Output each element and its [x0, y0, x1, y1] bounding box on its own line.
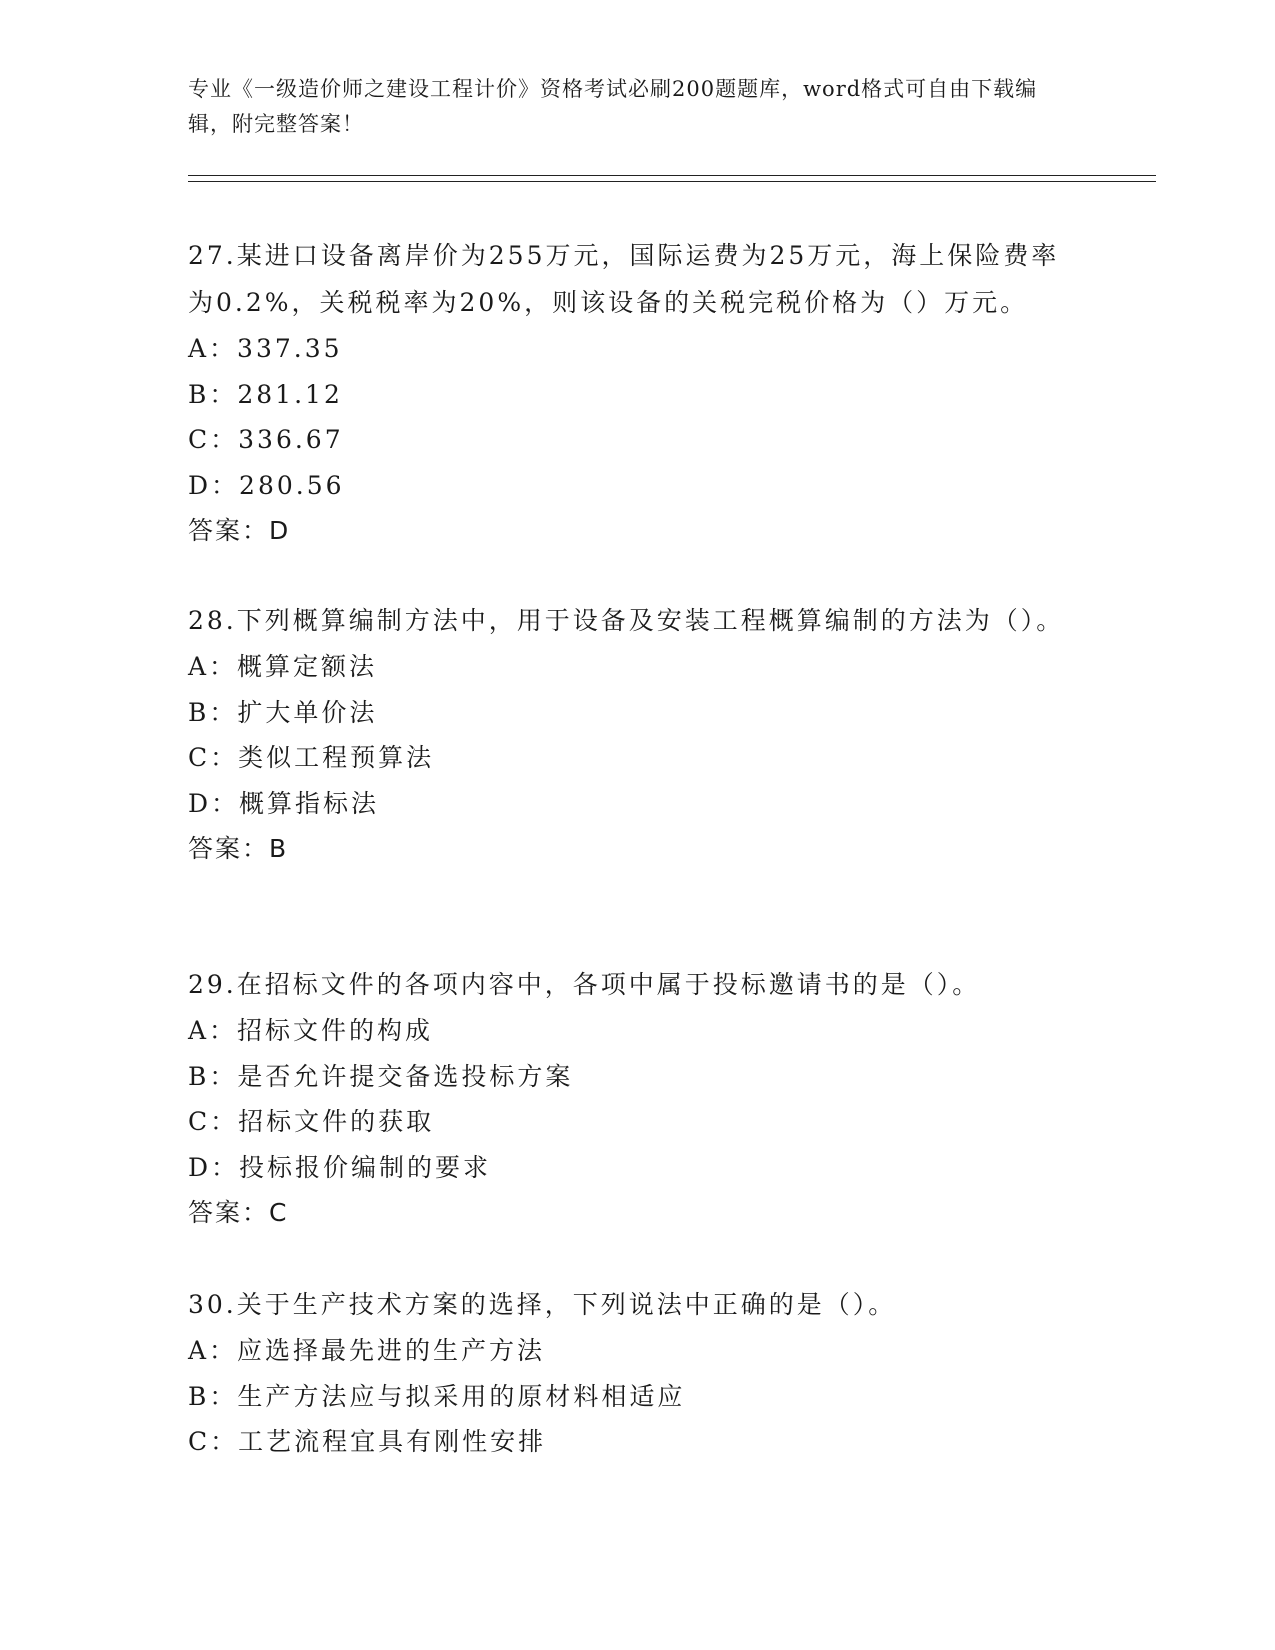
header-divider-bottom [188, 181, 1156, 182]
option-d: D：投标报价编制的要求 [188, 1152, 492, 1182]
question-28 [188, 597, 1068, 871]
header-divider-top [188, 175, 1156, 176]
question-stem: 28.下列概算编制方法中，用于设备及安装工程概算编制的方法为（）。 [188, 606, 1065, 635]
option-a: A：招标文件的构成 [188, 1016, 434, 1045]
option-b: B：生产方法应与拟采用的原材料相适应 [188, 1381, 686, 1411]
option-c: C：招标文件的获取 [188, 1107, 435, 1136]
option-c: C：336.67 [188, 425, 344, 454]
answer: 答案：B [188, 834, 289, 863]
option-a: A：概算定额法 [188, 652, 378, 681]
option-d: D：概算指标法 [188, 788, 380, 818]
answer: 答案：C [188, 1198, 289, 1227]
option-c: C：类似工程预算法 [188, 743, 435, 772]
option-a: A：337.35 [188, 334, 343, 363]
option-b: B：是否允许提交备选投标方案 [188, 1061, 574, 1091]
question-27 [188, 232, 1068, 553]
document-header: 专业《一级造价师之建设工程计价》资格考试必刷200题题库，word格式可自由下载编辑，附完整答案！ [188, 77, 1038, 136]
option-c: C：工艺流程宜具有刚性安排 [188, 1427, 547, 1456]
question-stem: 27.某进口设备离岸价为255万元，国际运费为25万元，海上保险费率为0.2%，关税税率为20%，则该设备的关税完税价格为（）万元。 [188, 241, 1060, 317]
option-b: B：扩大单价法 [188, 697, 378, 727]
option-a: A：应选择最先进的生产方法 [188, 1336, 546, 1365]
question-29 [188, 961, 1068, 1235]
question-stem: 30.关于生产技术方案的选择，下列说法中正确的是（）。 [188, 1290, 897, 1319]
question-stem: 29.在招标文件的各项内容中，各项中属于投标邀请书的是（）。 [188, 970, 981, 999]
answer: 答案：D [188, 516, 291, 545]
question-30 [188, 1281, 1068, 1465]
option-d: D：280.56 [188, 470, 345, 500]
option-b: B：281.12 [188, 379, 343, 409]
